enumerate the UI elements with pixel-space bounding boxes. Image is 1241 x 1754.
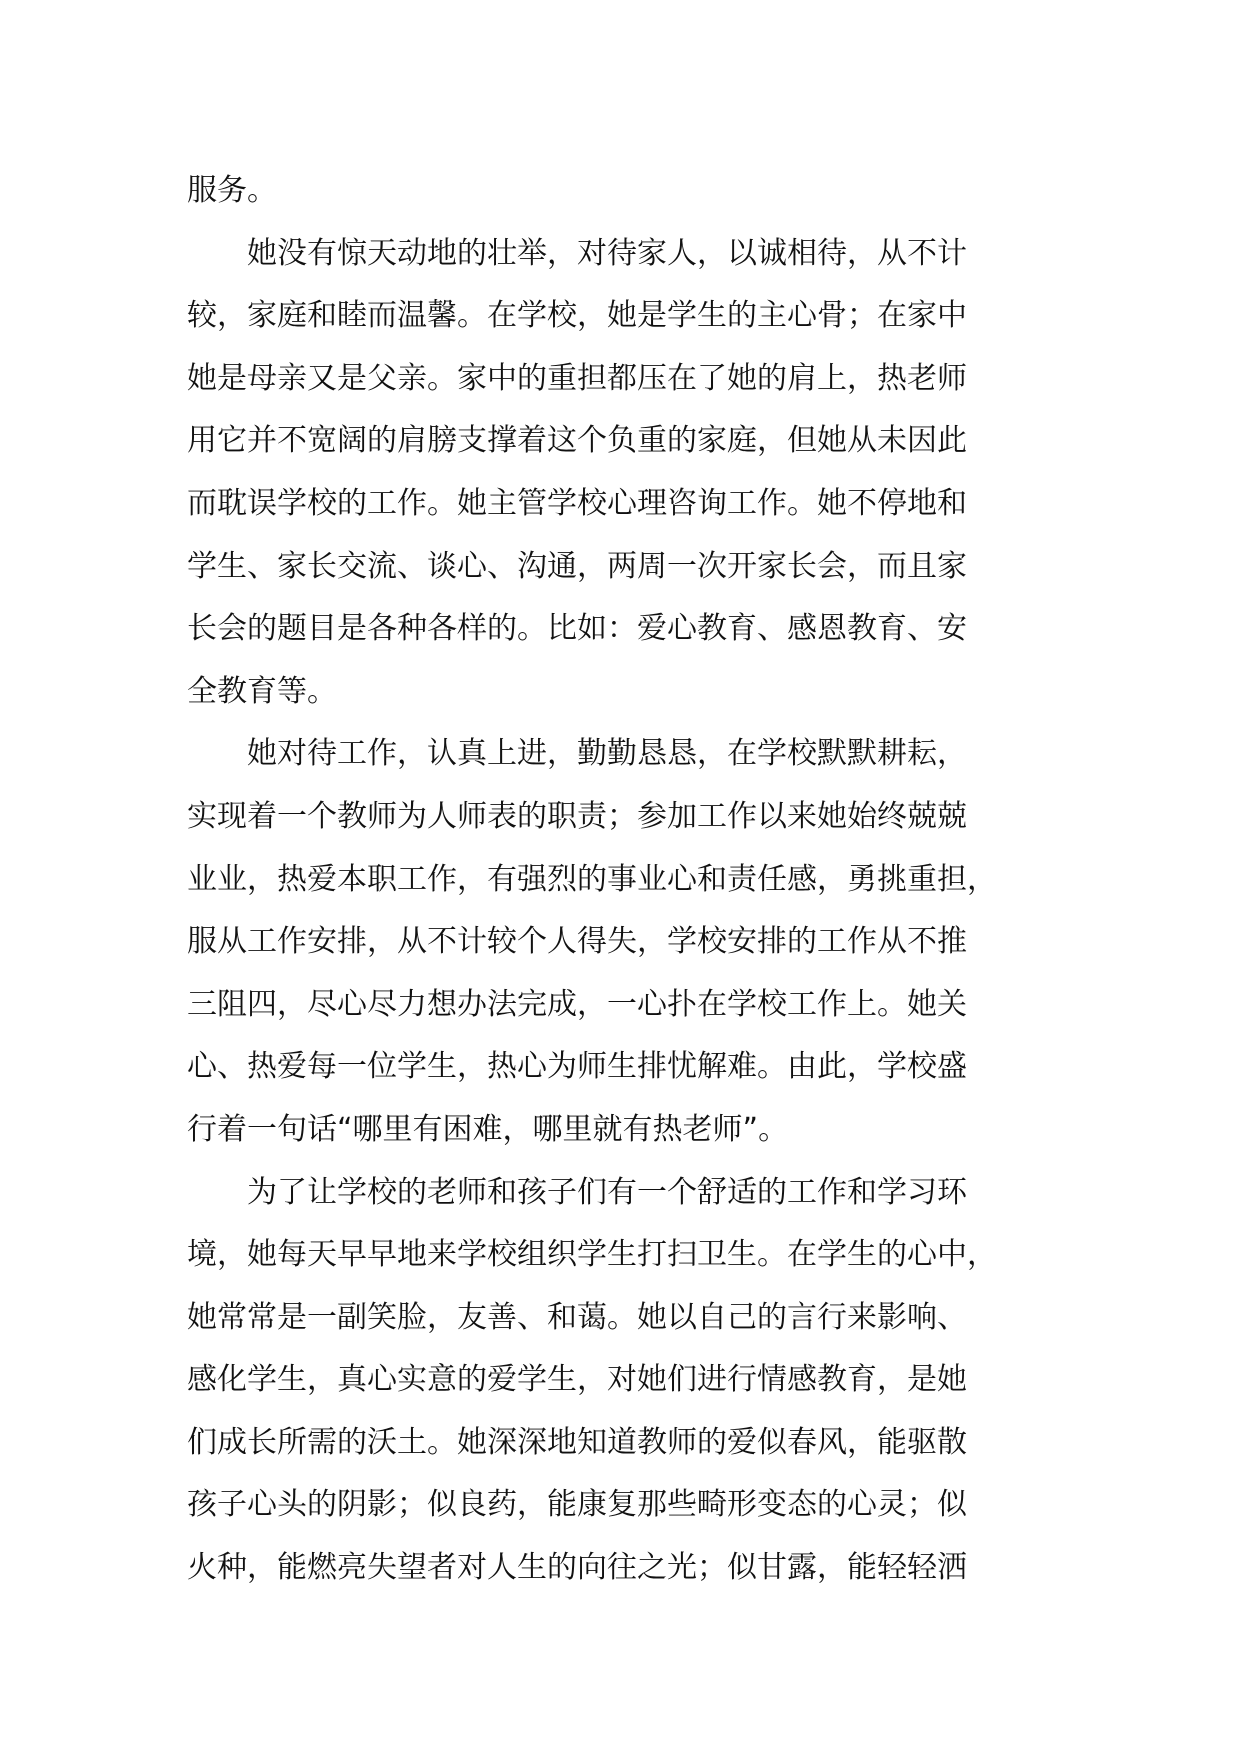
text-line: 实现着一个教师为人师表的职责；参加工作以来她始终兢兢 xyxy=(187,798,967,834)
text-line: 她常常是一副笑脸，友善、和蔼。她以自己的言行来影响、 xyxy=(187,1299,967,1335)
text-line: 行着一句话“哪里有困难，哪里就有热老师”。 xyxy=(187,1111,789,1147)
document-body xyxy=(187,160,1057,1600)
text-line: 火种，能燃亮失望者对人生的向往之光；似甘露，能轻轻洒 xyxy=(187,1550,967,1586)
text-line: 用它并不宽阔的肩膀支撑着这个负重的家庭，但她从未因此 xyxy=(187,423,967,459)
text-line: 境，她每天早早地来学校组织学生打扫卫生。在学生的心中， xyxy=(187,1237,997,1273)
text-line: 感化学生，真心实意的爱学生，对她们进行情感教育，是她 xyxy=(187,1362,967,1398)
text-line: 她是母亲又是父亲。家中的重担都压在了她的肩上，热老师 xyxy=(187,360,967,396)
text-line: 们成长所需的沃土。她深深地知道教师的爱似春风，能驱散 xyxy=(187,1424,967,1460)
text-line: 服务。 xyxy=(187,173,277,208)
text-line: 她对待工作，认真上进，勤勤恳恳，在学校默默耕耘， xyxy=(247,736,967,772)
text-line: 心、热爱每一位学生，热心为师生排忧解难。由此，学校盛 xyxy=(187,1049,967,1085)
text-line: 三阻四，尽心尽力想办法完成，一心扑在学校工作上。她关 xyxy=(187,986,967,1022)
text-line: 为了让学校的老师和孩子们有一个舒适的工作和学习环 xyxy=(247,1174,967,1210)
text-line: 孩子心头的阴影；似良药，能康复那些畸形变态的心灵；似 xyxy=(187,1487,967,1523)
text-line: 全教育等。 xyxy=(187,673,337,709)
text-line: 长会的题目是各种各样的。比如：爱心教育、感恩教育、安 xyxy=(187,611,967,647)
text-line: 她没有惊天动地的壮举，对待家人，以诚相待，从不计 xyxy=(247,235,967,271)
text-line: 服从工作安排，从不计较个人得失，学校安排的工作从不推 xyxy=(187,924,967,960)
text-line: 而耽误学校的工作。她主管学校心理咨询工作。她不停地和 xyxy=(187,485,967,521)
text-line: 业业，热爱本职工作，有强烈的事业心和责任感，勇挑重担， xyxy=(187,861,997,897)
text-line: 学生、家长交流、谈心、沟通，两周一次开家长会，而且家 xyxy=(187,548,967,584)
text-line: 较，家庭和睦而温馨。在学校，她是学生的主心骨；在家中 xyxy=(187,298,967,334)
